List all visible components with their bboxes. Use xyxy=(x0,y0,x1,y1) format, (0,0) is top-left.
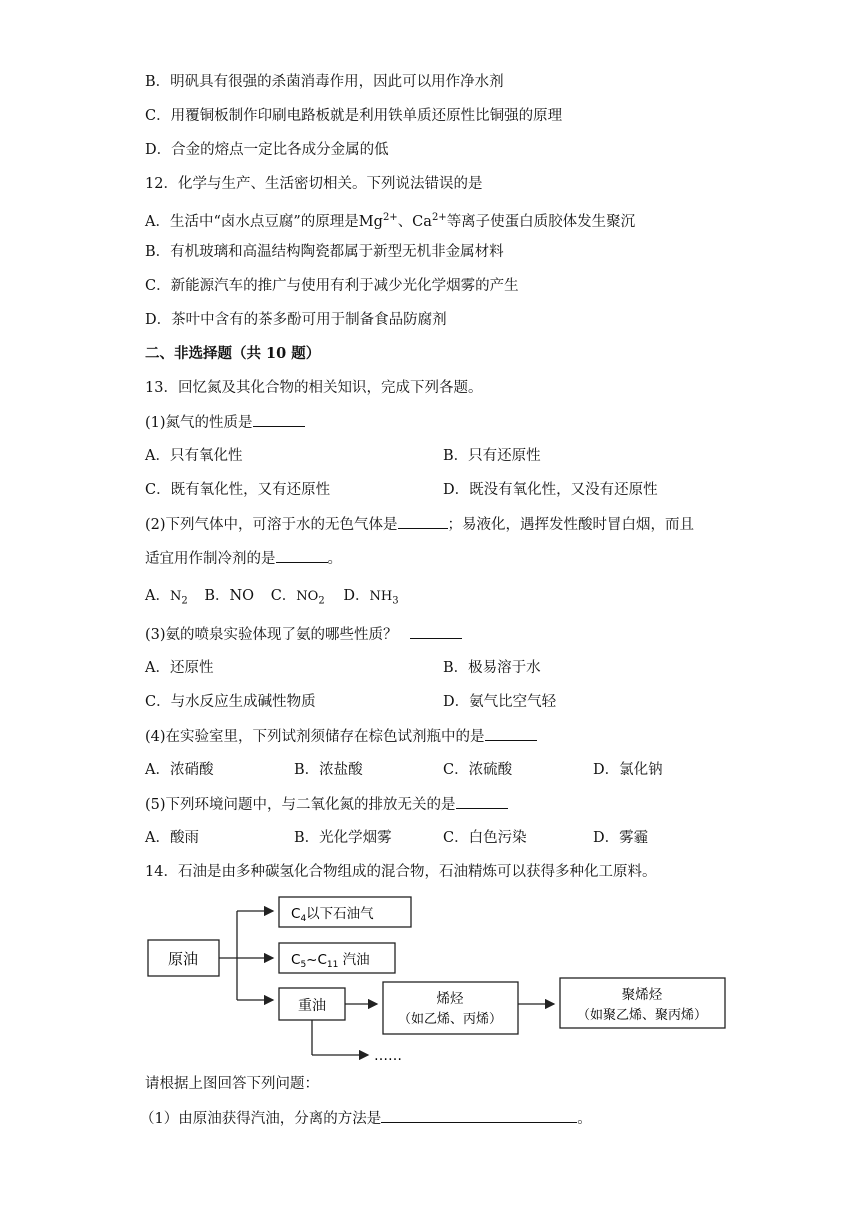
q13-stem: 13．回忆氮及其化合物的相关知识，完成下列各题。 xyxy=(145,380,483,396)
answer-blank xyxy=(253,412,305,427)
section-heading: 二、非选择题（共 10 题） xyxy=(145,345,321,362)
q12-stem: 12．化学与生产、生活密切相关。下列说法错误的是 xyxy=(145,176,483,192)
q11-option-b: B．明矾具有很强的杀菌消毒作用，因此可以用作净水剂 xyxy=(145,74,504,90)
answer-blank xyxy=(381,1108,577,1123)
polyolefins-label: 聚烯烃 xyxy=(621,987,663,1003)
q13-part5: (5)下列环境问题中，与二氧化氮的排放无关的是 xyxy=(145,794,508,815)
q13-p1-option-a: A．只有氧化性 xyxy=(145,448,243,464)
q13-part2-line1: (2)下列气体中，可溶于水的无色气体是 ；易液化，遇挥发性酸时冒白烟，而且 xyxy=(145,514,694,535)
q13-p1-option-b: B．只有还原性 xyxy=(443,448,541,464)
q13-p4-option-d: D．氯化钠 xyxy=(593,762,663,778)
q13-p5-option-c: C．白色污染 xyxy=(443,830,527,846)
answer-blank xyxy=(456,794,508,809)
q13-p3-option-c: C．与水反应生成碱性物质 xyxy=(145,694,316,710)
q14-prompt: 请根据上图回答下列问题： xyxy=(145,1076,319,1092)
answer-blank xyxy=(410,624,462,639)
q12-option-d: D．茶叶中含有的茶多酚可用于制备食品防腐剂 xyxy=(145,312,447,328)
q13-p5-option-d: D．雾霾 xyxy=(593,830,649,846)
q13-p3-option-d: D．氨气比空气轻 xyxy=(443,694,557,710)
q13-p3-option-a: A．还原性 xyxy=(145,660,214,676)
gasoline-label: $C_5\sim C_{11}$ 汽油 xyxy=(291,952,370,970)
q13-p4-option-a: A．浓硝酸 xyxy=(145,762,214,778)
q11-option-d: D．合金的熔点一定比各成分金属的低 xyxy=(145,142,389,158)
q13-p1-option-c: C．既有氧化性，又有还原性 xyxy=(145,482,331,498)
more-products-ellipsis: …… xyxy=(374,1048,402,1064)
q11-option-c: C．用覆铜板制作印刷电路板就是利用铁单质还原性比铜强的原理 xyxy=(145,108,563,124)
q13-p5-option-a: A．酸雨 xyxy=(145,830,199,846)
petroleum-refining-diagram xyxy=(140,893,740,1073)
q13-p4-option-b: B．浓盐酸 xyxy=(294,762,363,778)
answer-blank xyxy=(485,726,537,741)
q14-stem: 14．石油是由多种碳氢化合物组成的混合物，石油精炼可以获得多种化工原料。 xyxy=(145,864,657,880)
alkenes-examples: （如乙烯、丙烯） xyxy=(397,1012,503,1027)
q13-part4: (4)在实验室里，下列试剂须储存在棕色试剂瓶中的是 xyxy=(145,726,537,747)
q13-part2-line2: 适宜用作制冷剂的是 。 xyxy=(145,548,342,569)
alkenes-label: 烯烃 xyxy=(436,991,464,1007)
q13-p4-option-c: C．浓硫酸 xyxy=(443,762,513,778)
q13-part1: (1)氮气的性质是 xyxy=(145,412,305,433)
heavy-oil-label: 重油 xyxy=(298,998,326,1014)
q13-p3-option-b: B．极易溶于水 xyxy=(443,660,541,676)
q14-sub1: （1）由原油获得汽油，分离的方法是 。 xyxy=(140,1108,592,1129)
q13-p5-option-b: B．光化学烟雾 xyxy=(294,830,392,846)
q13-part2-options: A．$N_2$ B．NO C．$NO_2$ D．$NH_3$ xyxy=(145,588,399,607)
q13-p1-option-d: D．既没有氧化性，又没有还原性 xyxy=(443,482,658,498)
answer-blank xyxy=(276,548,328,563)
q13-part3: (3)氨的喷泉实验体现了氨的哪些性质？ xyxy=(145,624,462,645)
polyolefins-examples: （如聚乙烯、聚丙烯） xyxy=(576,1008,708,1023)
q12-option-a: A．生活中“卤水点豆腐”的原理是$Mg^{2+}$、$Ca^{2+}$等离子使蛋白质胶体发生聚沉 xyxy=(145,212,636,230)
crude-oil-label: 原油 xyxy=(167,950,199,968)
q12-option-c: C．新能源汽车的推广与使用有利于减少光化学烟雾的产生 xyxy=(145,278,519,294)
answer-blank xyxy=(398,514,448,529)
petroleum-gas-label: $C_4$以下石油气 xyxy=(291,906,374,924)
q12-option-b: B．有机玻璃和高温结构陶瓷都属于新型无机非金属材料 xyxy=(145,244,504,260)
